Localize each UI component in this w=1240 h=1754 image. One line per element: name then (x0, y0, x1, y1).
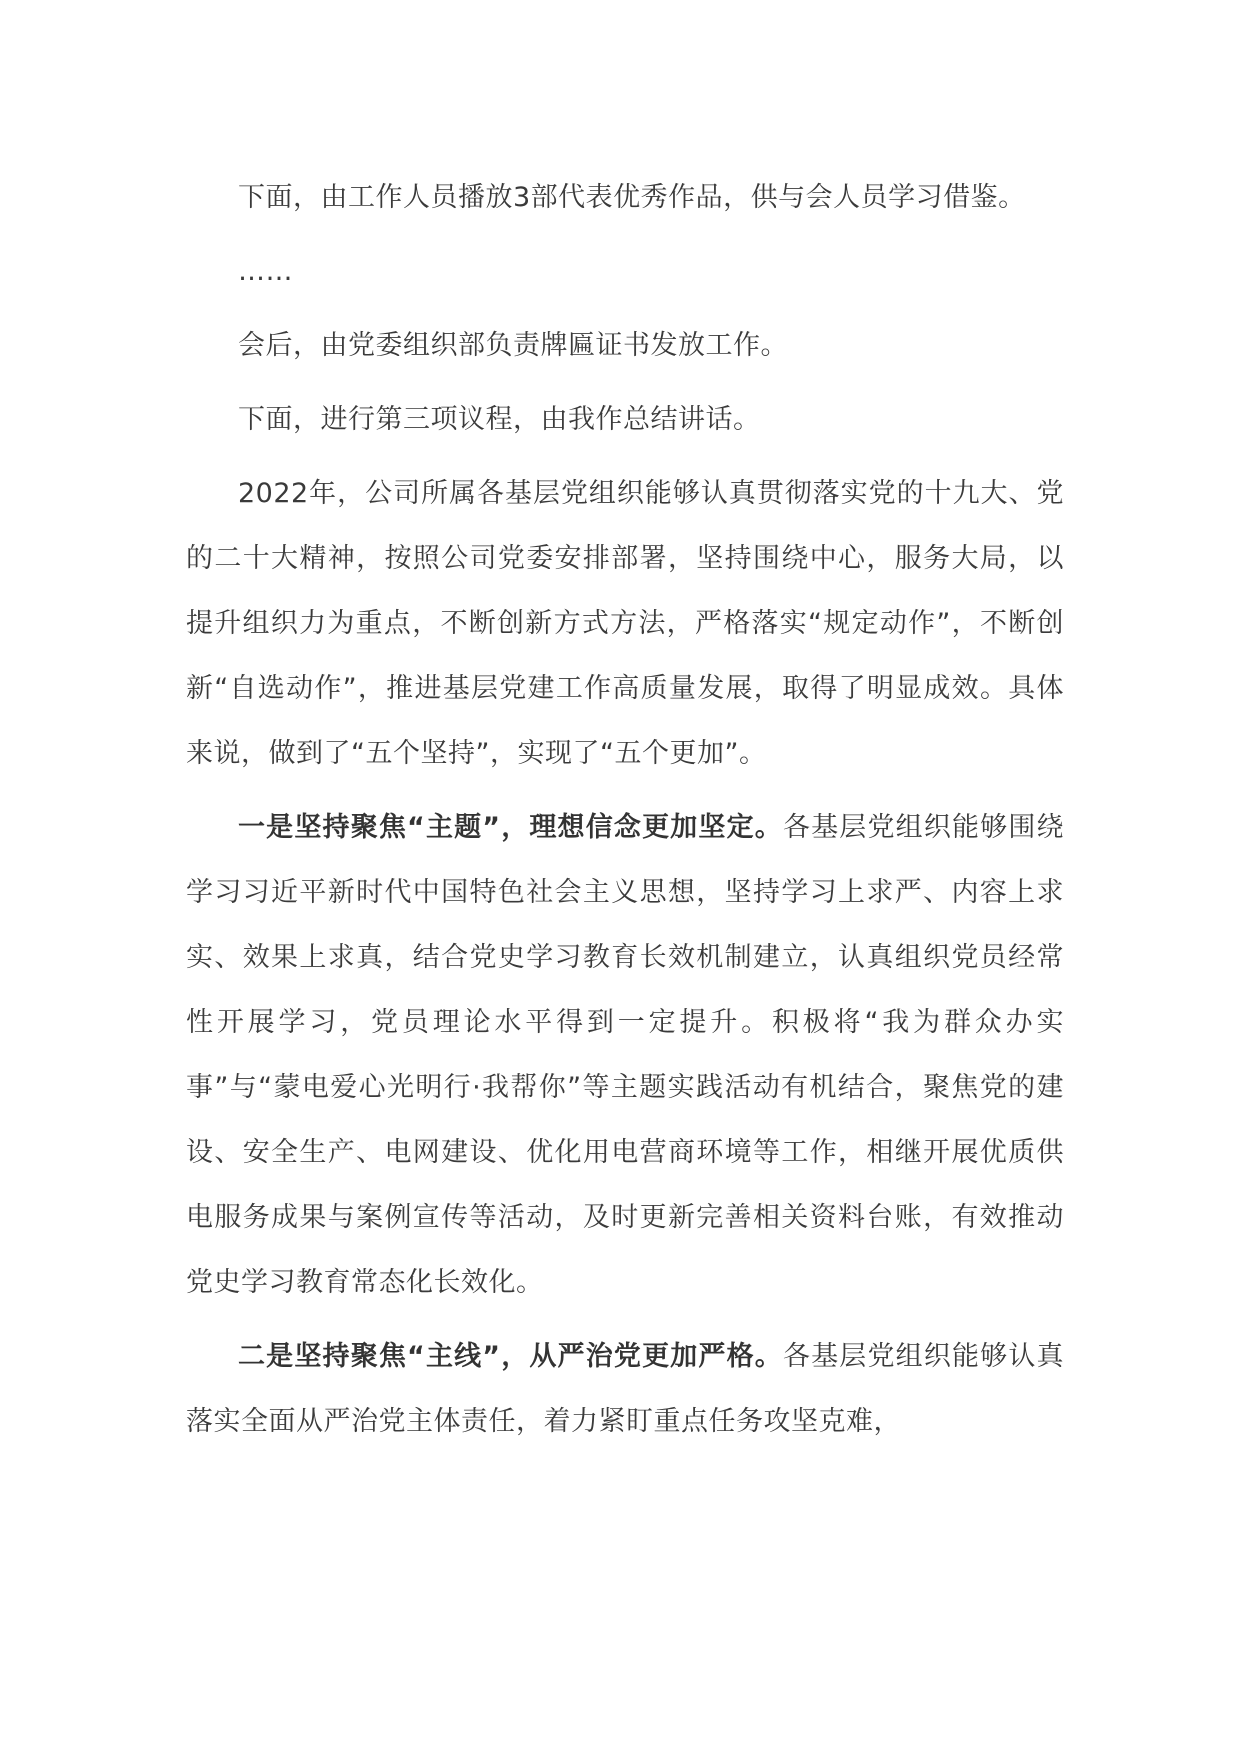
paragraph-text: 下面，进行第三项议程，由我作总结讲话。 (238, 404, 761, 435)
paragraph-third-agenda (186, 387, 1064, 452)
paragraph-text: …… (238, 256, 293, 287)
document-body (186, 165, 1064, 1463)
paragraph-text: 下面，由工作人员播放3部代表优秀作品，供与会人员学习借鉴。 (238, 182, 1026, 213)
paragraph-point-two (186, 1324, 1064, 1454)
paragraph-text: 会后，由党委组织部负责牌匾证书发放工作。 (238, 330, 788, 361)
paragraph-text: 各基层党组织能够认真落实全面从严治党主体责任，着力紧盯重点任务攻坚克难， (186, 1341, 1065, 1437)
paragraph-text: 2022年，公司所属各基层党组织能够认真贯彻落实党的十九大、党的二十大精神，按照公司党委安排部署，坚持围绕中心，服务大局，以提升组织力为重点，不断创新方式方法，严格落实“规定动作”，不断创新“自选动作”，推进基层党建工作高质量发展，取得了明显成效。具体来说，做到了“五个坚持”，实现了“五个更加”。 (186, 478, 1064, 769)
paragraph-lead-bold: 一是坚持聚焦“主题”，理想信念更加坚定。 (238, 812, 783, 843)
paragraph-point-one (186, 795, 1064, 1315)
paragraph-text: 各基层党组织能够围绕学习习近平新时代中国特色社会主义思想，坚持学习上求严、内容上求实、效果上求真，结合党史学习教育长效机制建立，认真组织党员经常性开展学习，党员理论水平得到一定提升。积极将“我为群众办实事”与“蒙电爱心光明行·我帮你”等主题实践活动有机结合，聚焦党的建设、安全生产、电网建设、优化用电营商环境等工作，相继开展优质供电服务成果与案例宣传等活动，及时更新完善相关资料台账，有效推动党史学习教育常态化长效化。 (186, 812, 1065, 1298)
paragraph-play-works (186, 165, 1064, 230)
paragraph-ellipsis (186, 239, 1064, 304)
paragraph-summary-2022 (186, 461, 1064, 786)
paragraph-lead-bold: 二是坚持聚焦“主线”，从严治党更加严格。 (238, 1341, 783, 1372)
paragraph-after-meeting (186, 313, 1064, 378)
